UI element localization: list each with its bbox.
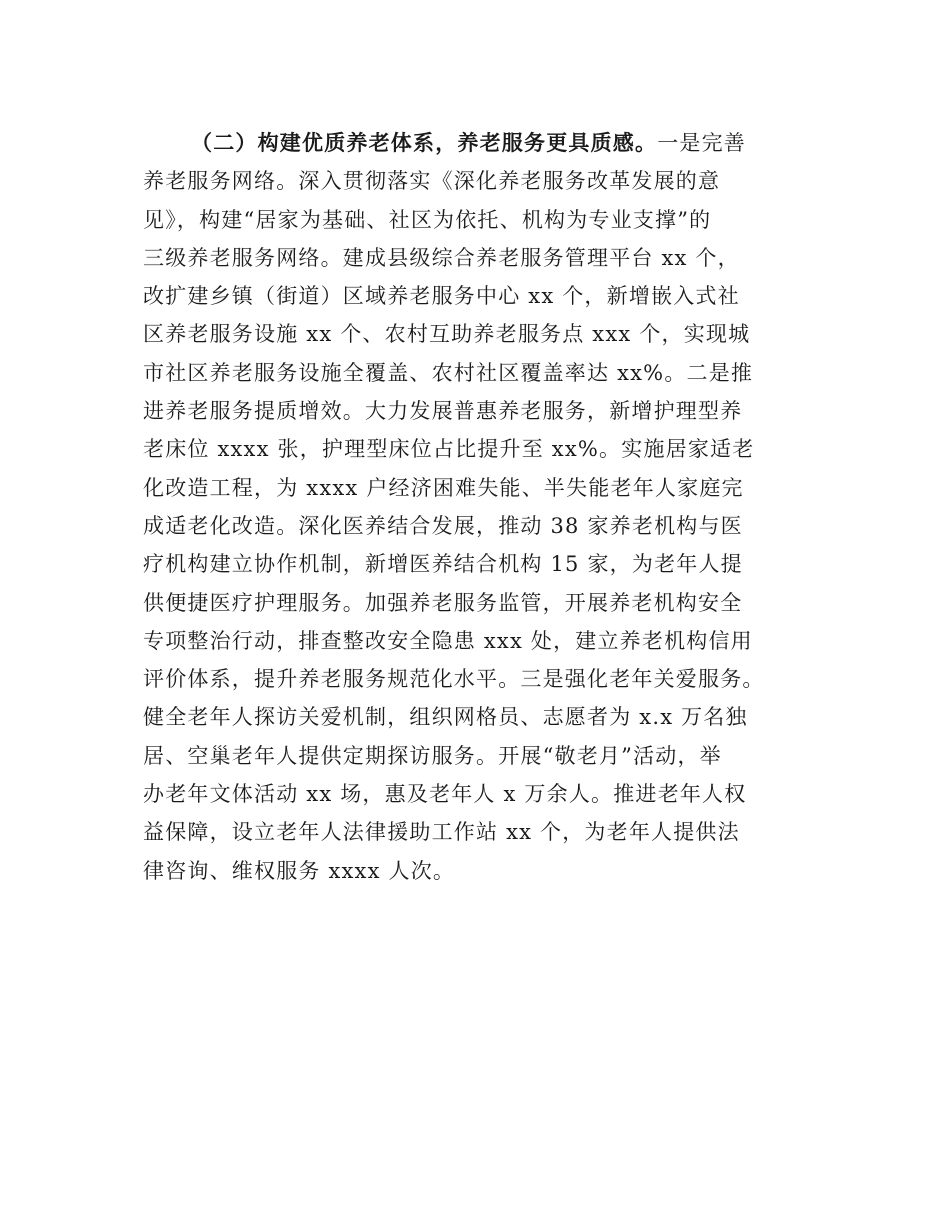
paragraph-line-1	[143, 124, 843, 162]
paragraph-line: 区养老服务设施 xx 个、农村互助养老服务点 xxx 个，实现城	[143, 322, 751, 347]
line-text: 一是完善	[657, 131, 747, 155]
paragraph-line: 进养老服务提质增效。大力发展普惠养老服务，新增护理型养	[143, 399, 743, 424]
paragraph-line: 化改造工程，为 xxxx 户经济困难失能、半失能老年人家庭完	[143, 475, 744, 500]
paragraph-line: 成适老化改造。深化医养结合发展，推动 38 家养老机构与医	[143, 513, 743, 538]
paragraph-line: 养老服务网络。深入贯彻落实《深化养老服务改革发展的意	[143, 169, 721, 194]
paragraph-line: 评价体系，提升养老服务规范化水平。三是强化老年关爱服务。	[143, 667, 765, 692]
paragraph	[143, 124, 843, 890]
paragraph-line: 居、空巢老年人提供定期探访服务。开展“敬老月”活动，举	[143, 743, 722, 768]
paragraph-line: 老床位 xxxx 张，护理型床位占比提升至 xx%。实施居家适老	[143, 437, 755, 462]
paragraph-line: 改扩建乡镇（街道）区域养老服务中心 xx 个，新增嵌入式社	[143, 284, 740, 309]
paragraph-line: 见》，构建“居家为基础、社区为依托、机构为专业支撑”的	[143, 207, 712, 232]
paragraph-line: 健全老年人探访关爱机制，组织网格员、志愿者为 x.x 万名独	[143, 705, 748, 730]
paragraph-line: 市社区养老服务设施全覆盖、农村社区覆盖率达 xx%。二是推	[143, 360, 754, 385]
paragraph-line: 专项整治行动，排查整改安全隐患 xxx 处，建立养老机构信用	[143, 628, 753, 653]
paragraph-line: 三级养老服务网络。建成县级综合养老服务管理平台 xx 个，	[143, 245, 740, 270]
paragraph-line: 办老年文体活动 xx 场，惠及老年人 x 万余人。推进老年人权	[143, 782, 747, 807]
paragraph-line: 疗机构建立协作机制，新增医养结合机构 15 家，为老年人提	[143, 552, 743, 577]
paragraph-line: 律咨询、维权服务 xxxx 人次。	[143, 858, 456, 883]
section-heading: （二）构建优质养老体系，养老服务更具质感。	[191, 131, 658, 155]
paragraph-line: 供便捷医疗护理服务。加强养老服务监管，开展养老机构安全	[143, 590, 743, 615]
paragraph-line: 益保障，设立老年人法律援助工作站 xx 个，为老年人提供法	[143, 820, 740, 845]
